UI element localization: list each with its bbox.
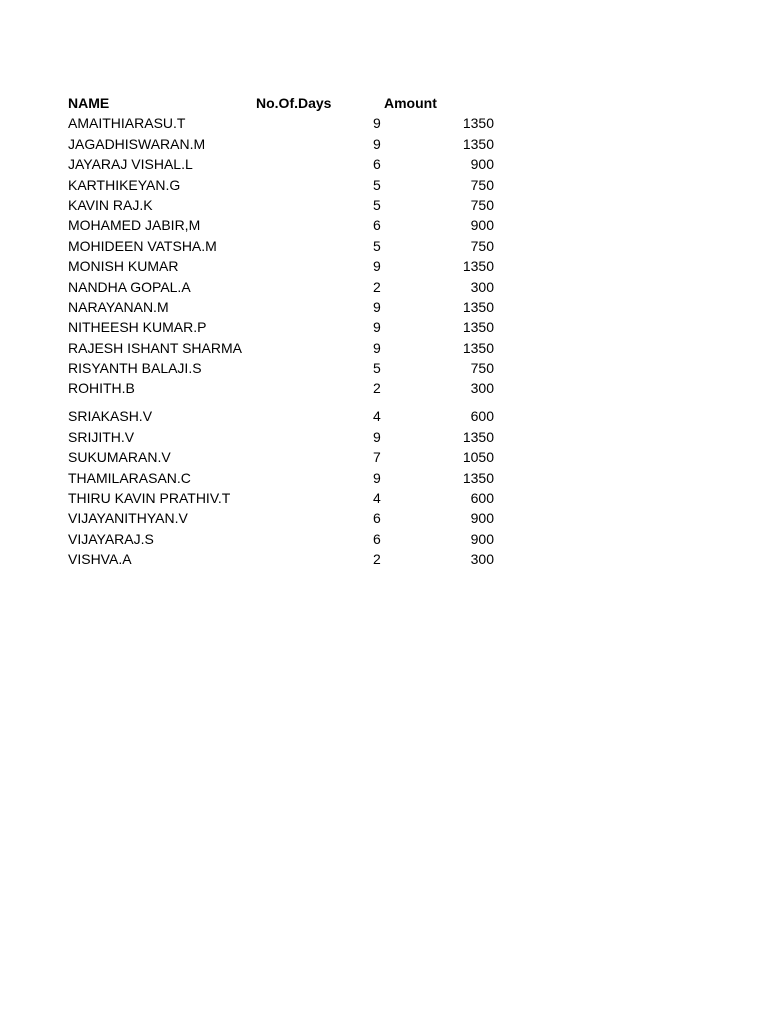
cell-name: MONISH KUMAR <box>68 258 179 275</box>
cell-amount: 600 <box>470 408 494 425</box>
table-body <box>68 113 508 569</box>
cell-amount: 300 <box>470 551 494 568</box>
cell-days: 9 <box>373 115 381 132</box>
cell-days: 9 <box>373 258 381 275</box>
table-row <box>68 113 508 133</box>
header-name: NAME <box>68 95 110 111</box>
cell-amount: 1350 <box>462 258 494 275</box>
cell-amount: 300 <box>470 380 494 397</box>
cell-name: RAJESH ISHANT SHARMA <box>68 339 242 356</box>
cell-name: ROHITH.B <box>68 380 135 397</box>
cell-name: RISYANTH BALAJI.S <box>68 360 202 377</box>
cell-days: 9 <box>373 298 381 315</box>
cell-days: 7 <box>373 449 381 466</box>
cell-amount: 1050 <box>462 449 494 466</box>
table-row <box>68 134 508 154</box>
cell-amount: 1350 <box>462 428 494 445</box>
cell-amount: 750 <box>470 196 494 213</box>
cell-name: THIRU KAVIN PRATHIV.T <box>68 489 231 506</box>
cell-name: NARAYANAN.M <box>68 298 169 315</box>
table-row <box>68 277 508 297</box>
table-row <box>68 488 508 508</box>
cell-name: VISHVA.A <box>68 551 132 568</box>
table-row <box>68 406 508 426</box>
cell-amount: 750 <box>470 176 494 193</box>
table-row <box>68 297 508 317</box>
cell-days: 6 <box>373 510 381 527</box>
cell-name: THAMILARASAN.C <box>68 469 191 486</box>
cell-name: MOHAMED JABIR,M <box>68 217 201 234</box>
cell-days: 2 <box>373 551 381 568</box>
cell-days: 6 <box>373 530 381 547</box>
cell-days: 9 <box>373 428 381 445</box>
table-row <box>68 236 508 256</box>
table-row <box>68 154 508 174</box>
cell-days: 5 <box>373 196 381 213</box>
table-row <box>68 338 508 358</box>
cell-name: VIJAYARAJ.S <box>68 530 154 547</box>
cell-name: NANDHA GOPAL.A <box>68 278 191 295</box>
header-amount: Amount <box>384 95 437 111</box>
table-row <box>68 427 508 447</box>
cell-amount: 900 <box>470 156 494 173</box>
cell-name: JAGADHISWARAN.M <box>68 135 206 152</box>
cell-amount: 1350 <box>462 115 494 132</box>
header-days: No.Of.Days <box>256 95 332 111</box>
cell-days: 2 <box>373 278 381 295</box>
cell-days: 5 <box>373 176 381 193</box>
cell-days: 2 <box>373 380 381 397</box>
table-row <box>68 215 508 235</box>
table-row <box>68 508 508 528</box>
table-row <box>68 378 508 398</box>
cell-days: 4 <box>373 489 381 506</box>
cell-amount: 300 <box>470 278 494 295</box>
table-row <box>68 447 508 467</box>
cell-days: 9 <box>373 135 381 152</box>
cell-amount: 750 <box>470 360 494 377</box>
cell-name: SRIJITH.V <box>68 428 135 445</box>
cell-days: 4 <box>373 408 381 425</box>
cell-amount: 600 <box>470 489 494 506</box>
cell-name: KAVIN RAJ.K <box>68 196 153 213</box>
table-header <box>68 93 508 113</box>
cell-days: 9 <box>373 319 381 336</box>
table-row <box>68 195 508 215</box>
table-row <box>68 549 508 569</box>
cell-amount: 1350 <box>462 319 494 336</box>
cell-name: NITHEESH KUMAR.P <box>68 319 207 336</box>
cell-amount: 1350 <box>462 298 494 315</box>
table-row <box>68 175 508 195</box>
table-row <box>68 529 508 549</box>
cell-amount: 750 <box>470 237 494 254</box>
attendance-table <box>68 93 508 569</box>
cell-amount: 1350 <box>462 135 494 152</box>
cell-amount: 1350 <box>462 469 494 486</box>
cell-name: SRIAKASH.V <box>68 408 153 425</box>
cell-name: VIJAYANITHYAN.V <box>68 510 188 527</box>
cell-days: 6 <box>373 156 381 173</box>
table-row <box>68 317 508 337</box>
cell-amount: 900 <box>470 530 494 547</box>
cell-days: 5 <box>373 237 381 254</box>
cell-name: MOHIDEEN VATSHA.M <box>68 237 217 254</box>
table-row <box>68 468 508 488</box>
table-row <box>68 256 508 276</box>
table-row <box>68 358 508 378</box>
cell-name: KARTHIKEYAN.G <box>68 176 181 193</box>
cell-days: 5 <box>373 360 381 377</box>
cell-amount: 900 <box>470 217 494 234</box>
cell-name: SUKUMARAN.V <box>68 449 171 466</box>
cell-amount: 900 <box>470 510 494 527</box>
cell-name: AMAITHIARASU.T <box>68 115 186 132</box>
cell-days: 9 <box>373 339 381 356</box>
cell-days: 6 <box>373 217 381 234</box>
cell-days: 9 <box>373 469 381 486</box>
cell-name: JAYARAJ VISHAL.L <box>68 156 193 173</box>
cell-amount: 1350 <box>462 339 494 356</box>
